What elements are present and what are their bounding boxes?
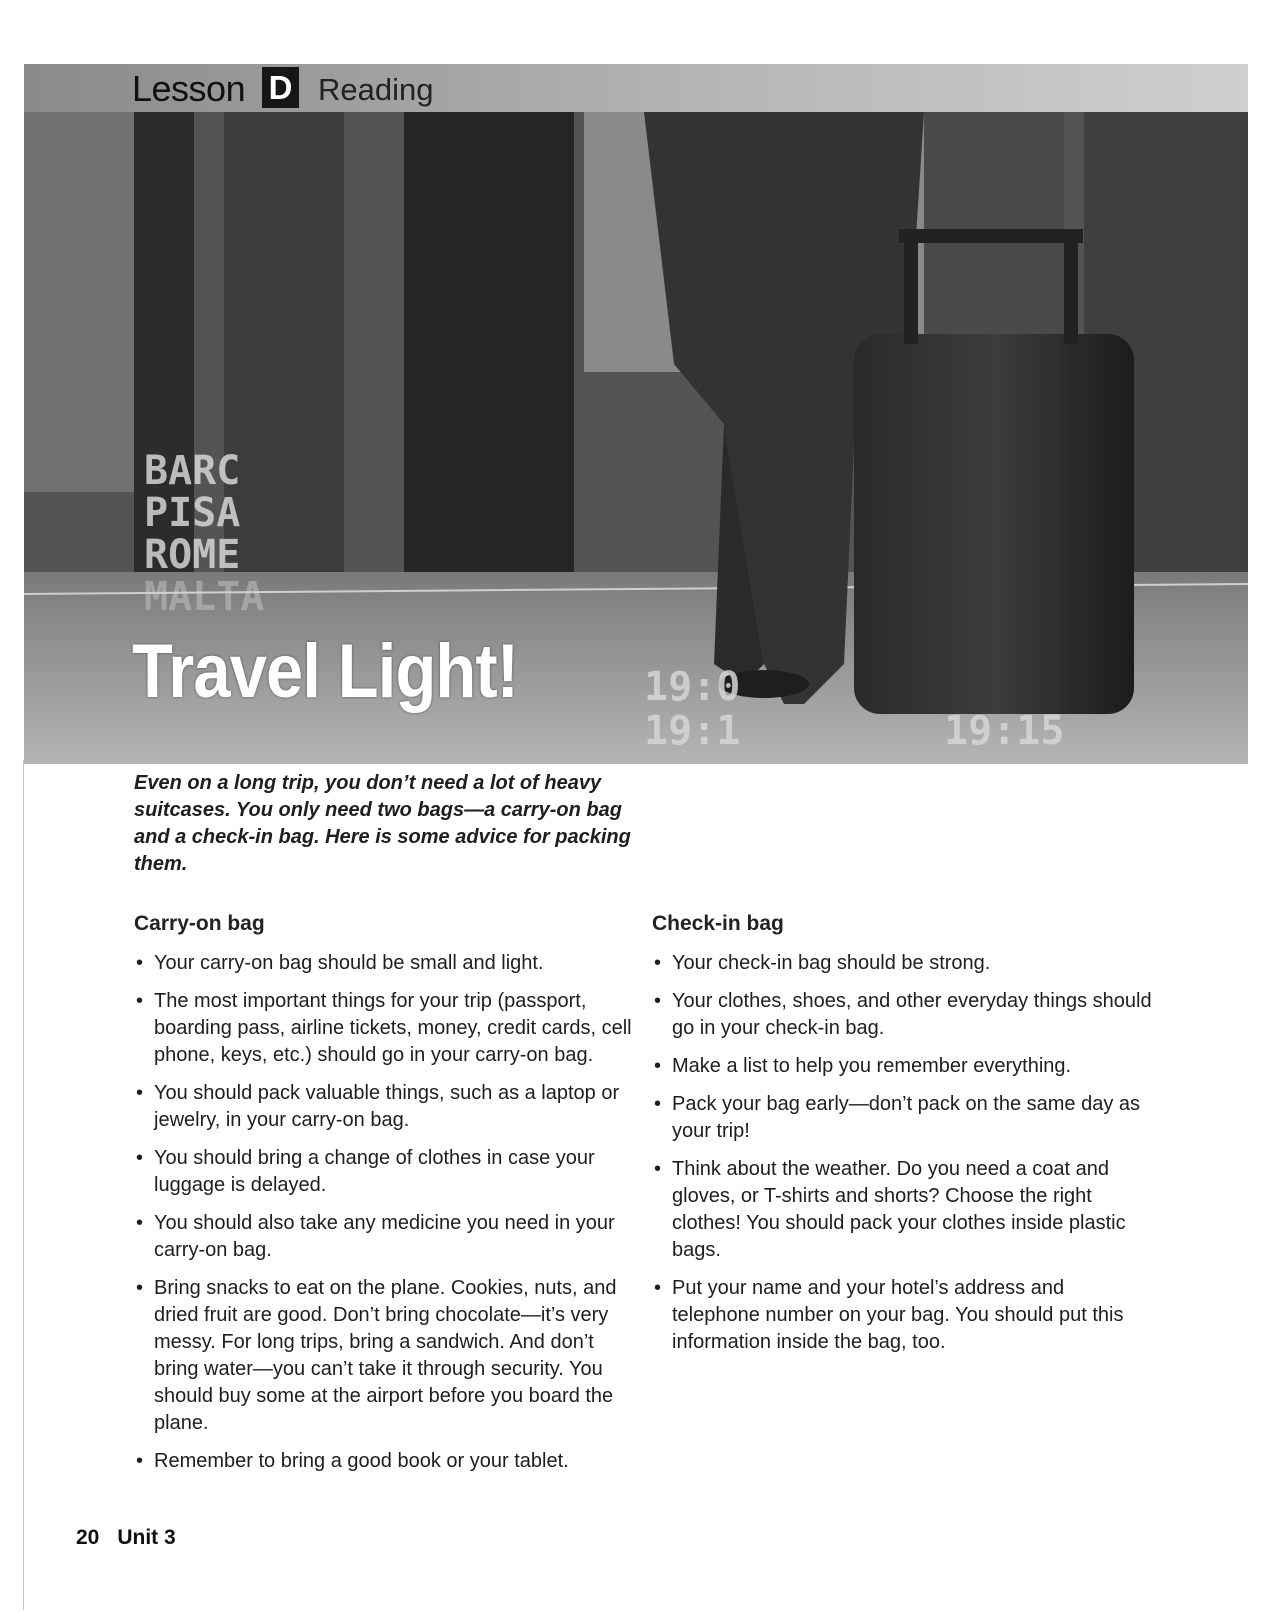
lesson-section: Reading bbox=[318, 72, 434, 107]
bullet-icon: • bbox=[136, 1147, 144, 1169]
intro-paragraph: Even on a long trip, you don’t need a lot of heavy suitcases. You only need two bags—a carry-on bag and a check-in bag. Here is some advice for packing them. bbox=[134, 772, 631, 875]
check-in-section bbox=[652, 912, 1152, 1367]
bullet-icon: • bbox=[654, 1093, 662, 1115]
list-item bbox=[134, 1448, 634, 1475]
list-item bbox=[134, 1210, 634, 1264]
list-item-text: You should also take any medicine you need in your carry-on bag. bbox=[154, 1212, 615, 1261]
board-time: 19:1 bbox=[644, 708, 741, 754]
list-item bbox=[134, 1145, 634, 1199]
bullet-icon: • bbox=[136, 1277, 144, 1299]
list-item bbox=[652, 1156, 1152, 1264]
list-item-text: Put your name and your hotel’s address and telephone number on your bag. You should put this information inside the bag, too. bbox=[672, 1277, 1124, 1353]
list-item bbox=[134, 1080, 634, 1134]
list-item-text: Pack your bag early—don’t pack on the same day as your trip! bbox=[672, 1093, 1141, 1142]
bullet-icon: • bbox=[654, 1277, 662, 1299]
list-item-text: The most important things for your trip (passport, boarding pass, airline tickets, money, credit cards, cell phone, keys, etc.) should go in your carry-on bag. bbox=[154, 990, 632, 1066]
page-margin-rule bbox=[23, 760, 24, 1610]
list-item bbox=[652, 1091, 1152, 1145]
board-time: 19:15 bbox=[944, 708, 1065, 754]
lesson-letter-badge: D bbox=[262, 67, 299, 108]
board-row: MALTA bbox=[144, 574, 265, 620]
check-in-heading: Check-in bag bbox=[652, 912, 784, 935]
list-item-text: Your clothes, shoes, and other everyday things should go in your check-in bag. bbox=[672, 990, 1152, 1039]
list-item bbox=[652, 1275, 1152, 1356]
list-item bbox=[134, 1275, 634, 1437]
board-row: ROME bbox=[144, 532, 241, 578]
carry-on-heading: Carry-on bag bbox=[134, 912, 265, 935]
carry-on-list bbox=[134, 950, 634, 1475]
list-item bbox=[652, 950, 1152, 977]
lesson-header bbox=[24, 64, 1248, 112]
bullet-icon: • bbox=[654, 990, 662, 1012]
page-footer bbox=[76, 1526, 176, 1550]
article-title: Travel Light! bbox=[132, 629, 519, 714]
list-item bbox=[652, 1053, 1152, 1080]
list-item-text: Your carry-on bag should be small and light. bbox=[154, 952, 544, 974]
list-item bbox=[134, 988, 634, 1069]
list-item-text: You should bring a change of clothes in case your luggage is delayed. bbox=[154, 1147, 595, 1196]
list-item-text: Make a list to help you remember everything. bbox=[672, 1055, 1072, 1077]
bullet-icon: • bbox=[654, 1158, 662, 1180]
board-time: 19:0 bbox=[644, 664, 741, 710]
bullet-icon: • bbox=[136, 1212, 144, 1234]
board-row: PISA bbox=[144, 490, 241, 536]
list-item bbox=[652, 988, 1152, 1042]
bullet-icon: • bbox=[136, 1082, 144, 1104]
bullet-icon: • bbox=[654, 1055, 662, 1077]
bullet-icon: • bbox=[136, 952, 144, 974]
list-item bbox=[134, 950, 634, 977]
board-row: BARC bbox=[144, 448, 241, 494]
unit-label: Unit 3 bbox=[117, 1526, 176, 1549]
list-item-text: You should pack valuable things, such as a laptop or jewelry, in your carry-on bag. bbox=[154, 1082, 620, 1131]
bullet-icon: • bbox=[136, 1450, 144, 1472]
bullet-icon: • bbox=[136, 990, 144, 1012]
bullet-icon: • bbox=[654, 952, 662, 974]
list-item-text: Think about the weather. Do you need a coat and gloves, or T-shirts and shorts? Choose the right clothes! You should pack your clothes inside plastic bags. bbox=[672, 1158, 1126, 1261]
carry-on-section bbox=[134, 912, 634, 1486]
page-number: 20 bbox=[76, 1526, 100, 1549]
check-in-list bbox=[652, 950, 1152, 1356]
list-item-text: Your check-in bag should be strong. bbox=[672, 952, 991, 974]
hero-photo bbox=[24, 64, 1248, 764]
list-item-text: Bring snacks to eat on the plane. Cookies, nuts, and dried fruit are good. Don’t bring chocolate—it’s very messy. For long trips, bring a sandwich. And don’t bring water—you can’t take it through security. You should buy some at the airport before you board the plane. bbox=[154, 1277, 617, 1434]
list-item-text: Remember to bring a good book or your tablet. bbox=[154, 1450, 569, 1472]
lesson-label: Lesson bbox=[132, 68, 246, 109]
